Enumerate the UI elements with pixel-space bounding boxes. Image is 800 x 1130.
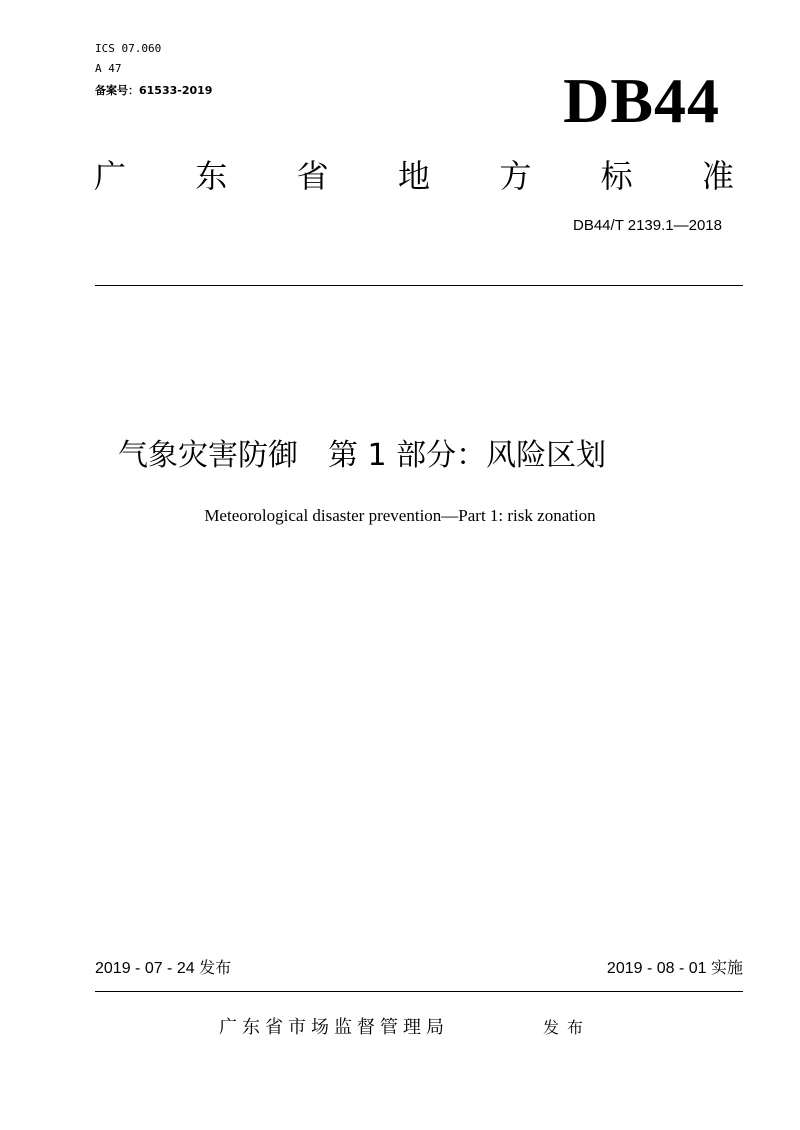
standard-category-char: 标 (600, 157, 633, 195)
publish-label: 发布 (543, 1018, 592, 1037)
standard-category-title (94, 152, 734, 200)
standard-mark: DB44 (563, 65, 720, 136)
publisher-name: 广东省市场监督管理局 (219, 1017, 449, 1038)
standard-category-char: 东 (195, 157, 228, 195)
document-title-zh: 气象灾害防御 第 1 部分：风险区划 (118, 438, 607, 473)
implementation-date: 2019 - 08 - 01 实施 (606, 960, 743, 977)
ccs-code: A 47 (95, 62, 122, 75)
standard-category-char: 广 (94, 157, 127, 195)
standard-number: DB44/T 2139.1—2018 (573, 217, 722, 234)
issue-date: 2019 - 07 - 24 发布 (95, 960, 232, 977)
record-number: 备案号：61533-2019 (95, 84, 213, 97)
ics-code: ICS 07.060 (95, 42, 162, 55)
standard-category-char: 准 (701, 157, 734, 195)
standard-category-char: 地 (397, 157, 430, 195)
bottom-divider (95, 991, 743, 992)
top-divider (95, 285, 743, 286)
standard-category-char: 方 (499, 157, 532, 195)
document-title-en: Meteorological disaster prevention—Part 1: risk zonation (204, 506, 596, 525)
standard-category-char: 省 (296, 157, 329, 195)
